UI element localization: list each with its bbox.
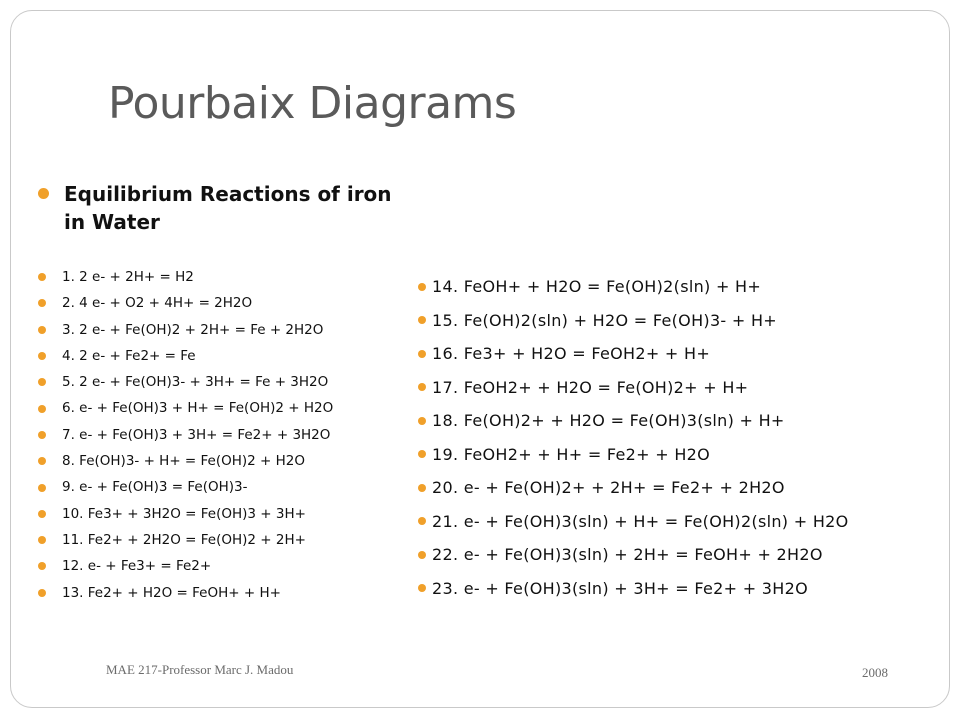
reaction-text: 10. Fe3+ + 3H2O = Fe(OH)3 + 3H+ bbox=[62, 505, 306, 522]
reaction-text: 16. Fe3+ + H2O = FeOH2+ + H+ bbox=[432, 344, 711, 363]
bullet-dot bbox=[418, 551, 426, 559]
reaction-text: 6. e- + Fe(OH)3 + H+ = Fe(OH)2 + H2O bbox=[62, 400, 334, 417]
reaction-text: 15. Fe(OH)2(sln) + H2O = Fe(OH)3- + H+ bbox=[432, 310, 778, 330]
reaction-text: 2. 4 e- + O2 + 4H+ = 2H2O bbox=[62, 295, 253, 312]
bullet-dot bbox=[418, 350, 426, 358]
reaction-text: 22. e- + Fe(OH)3(sln) + 2H+ = FeOH+ + 2H2O bbox=[432, 545, 823, 564]
bullet-dot bbox=[38, 589, 46, 597]
footer-author: MAE 217-Professor Marc J. Madou bbox=[106, 662, 294, 677]
reaction-text: 20. e- + Fe(OH)2+ + 2H+ = Fe2+ + 2H2O bbox=[432, 478, 785, 497]
reaction-text: 1. 2 e- + 2H+ = H2 bbox=[62, 269, 194, 285]
reaction-text: 13. Fe2+ + H2O = FeOH+ + H+ bbox=[62, 584, 281, 601]
reaction-text: 5. 2 e- + Fe(OH)3- + 3H+ = Fe + 3H2O bbox=[62, 374, 329, 391]
bullet-dot bbox=[38, 188, 49, 199]
bullet-dot bbox=[38, 510, 46, 518]
reaction-text: 19. FeOH2+ + H+ = Fe2+ + H2O bbox=[432, 444, 711, 464]
bullet-dot bbox=[38, 326, 46, 334]
bullet-dot bbox=[38, 484, 46, 492]
bullet-dot bbox=[418, 283, 426, 291]
bullet-dot bbox=[38, 431, 46, 439]
reaction-text: 7. e- + Fe(OH)3 + 3H+ = Fe2+ + 3H2O bbox=[62, 426, 331, 443]
bullet-dot bbox=[38, 352, 46, 360]
reaction-text: 17. FeOH2+ + H2O = Fe(OH)2+ + H+ bbox=[432, 377, 749, 397]
reaction-text: 23. e- + Fe(OH)3(sln) + 3H+ = Fe2+ + 3H2O bbox=[432, 578, 808, 598]
section-heading: Equilibrium Reactions of iron in Water bbox=[64, 182, 392, 234]
bullet-dot bbox=[38, 405, 46, 413]
reaction-text: 8. Fe(OH)3- + H+ = Fe(OH)2 + H2O bbox=[62, 453, 306, 470]
reaction-text: 3. 2 e- + Fe(OH)2 + 2H+ = Fe + 2H2O bbox=[62, 321, 324, 338]
reaction-text: 4. 2 e- + Fe2+ = Fe bbox=[62, 347, 196, 364]
bullet-dot bbox=[418, 484, 426, 492]
reaction-text: 14. FeOH+ + H2O = Fe(OH)2(sln) + H+ bbox=[432, 277, 762, 296]
reaction-text: 9. e- + Fe(OH)3 = Fe(OH)3- bbox=[62, 479, 248, 496]
bullet-dot bbox=[418, 417, 426, 425]
reaction-text: 11. Fe2+ + 2H2O = Fe(OH)2 + 2H+ bbox=[62, 531, 306, 548]
reaction-text: 18. Fe(OH)2+ + H2O = Fe(OH)3(sln) + H+ bbox=[432, 411, 785, 430]
footer-year: 2008 bbox=[862, 665, 888, 680]
reaction-text: 21. e- + Fe(OH)3(sln) + H+ = Fe(OH)2(sln) + H2O bbox=[432, 511, 849, 531]
slide-title: Pourbaix Diagrams bbox=[108, 78, 517, 129]
reaction-text: 12. e- + Fe3+ = Fe2+ bbox=[62, 558, 212, 575]
